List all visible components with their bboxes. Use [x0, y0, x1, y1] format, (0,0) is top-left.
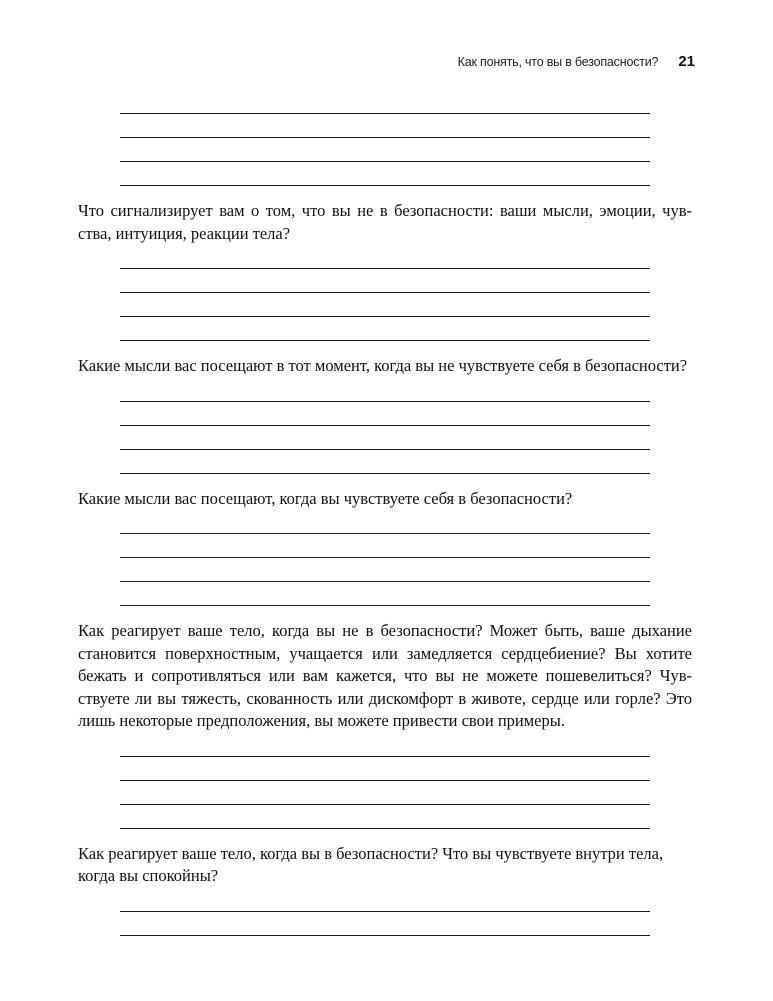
- answer-line[interactable]: [120, 757, 650, 781]
- running-header-title: Как понять, что вы в безопасности?: [457, 55, 659, 69]
- answer-line[interactable]: [120, 269, 650, 293]
- answer-line[interactable]: [120, 912, 650, 936]
- answer-line[interactable]: [120, 805, 650, 829]
- page-content: [78, 90, 692, 936]
- answer-line[interactable]: [120, 378, 650, 402]
- question-body-safe: Как реагирует ваше тело, когда вы в безопасности? Что вы чувствуете внутри тела, когда вы спокойны?: [78, 843, 664, 885]
- answer-line[interactable]: [120, 450, 650, 474]
- answer-line[interactable]: [120, 582, 650, 606]
- answer-line[interactable]: [120, 90, 650, 114]
- answer-line[interactable]: [120, 558, 650, 582]
- question-thoughts-safe: Какие мысли вас посещают, когда вы чувствуете себя в безопасности?: [78, 488, 573, 508]
- answer-line[interactable]: [120, 534, 650, 558]
- answer-line[interactable]: [120, 114, 650, 138]
- answer-lines-thoughts-safe: [120, 510, 650, 606]
- question-thoughts-unsafe: Какие мысли вас посещают в тот момент, когда вы не чувствуете себя в безопасности?: [78, 356, 688, 375]
- answer-line[interactable]: [120, 402, 650, 426]
- answer-line[interactable]: [120, 733, 650, 757]
- answer-lines-safety-signals: [120, 245, 650, 341]
- answer-lines-body-unsafe: [120, 733, 650, 829]
- answer-line[interactable]: [120, 293, 650, 317]
- answer-lines-continued: [120, 90, 650, 186]
- answer-line[interactable]: [120, 138, 650, 162]
- answer-line[interactable]: [120, 888, 650, 912]
- answer-line[interactable]: [120, 317, 650, 341]
- answer-lines-body-safe: [120, 888, 650, 936]
- page-number: 21: [678, 53, 695, 70]
- question-safety-signals: Что сигнализирует вам о том, что вы не в безопасности: ваши мысли, эмоции, чув-ства, интуиция, реакции тела?: [78, 201, 692, 243]
- answer-line[interactable]: [120, 781, 650, 805]
- answer-line[interactable]: [120, 426, 650, 450]
- answer-line[interactable]: [120, 162, 650, 186]
- answer-line[interactable]: [120, 510, 650, 534]
- answer-line[interactable]: [120, 245, 650, 269]
- question-body-unsafe: Как реагирует ваше тело, когда вы не в безопасности? Может быть, ваше дыхание становится поверхностным, учащается или замедляется сердцебиение? Вы хотите бежать и сопротивляться или вам кажется, что вы не можете пошевелиться? Чув-ствуете ли вы тяжесть, скованность или дискомфорт в животе, сердце или горле? Это лишь некоторые предположения, вы можете привести свои примеры.: [78, 621, 692, 730]
- running-header: [458, 53, 695, 70]
- answer-lines-thoughts-unsafe: [120, 378, 650, 474]
